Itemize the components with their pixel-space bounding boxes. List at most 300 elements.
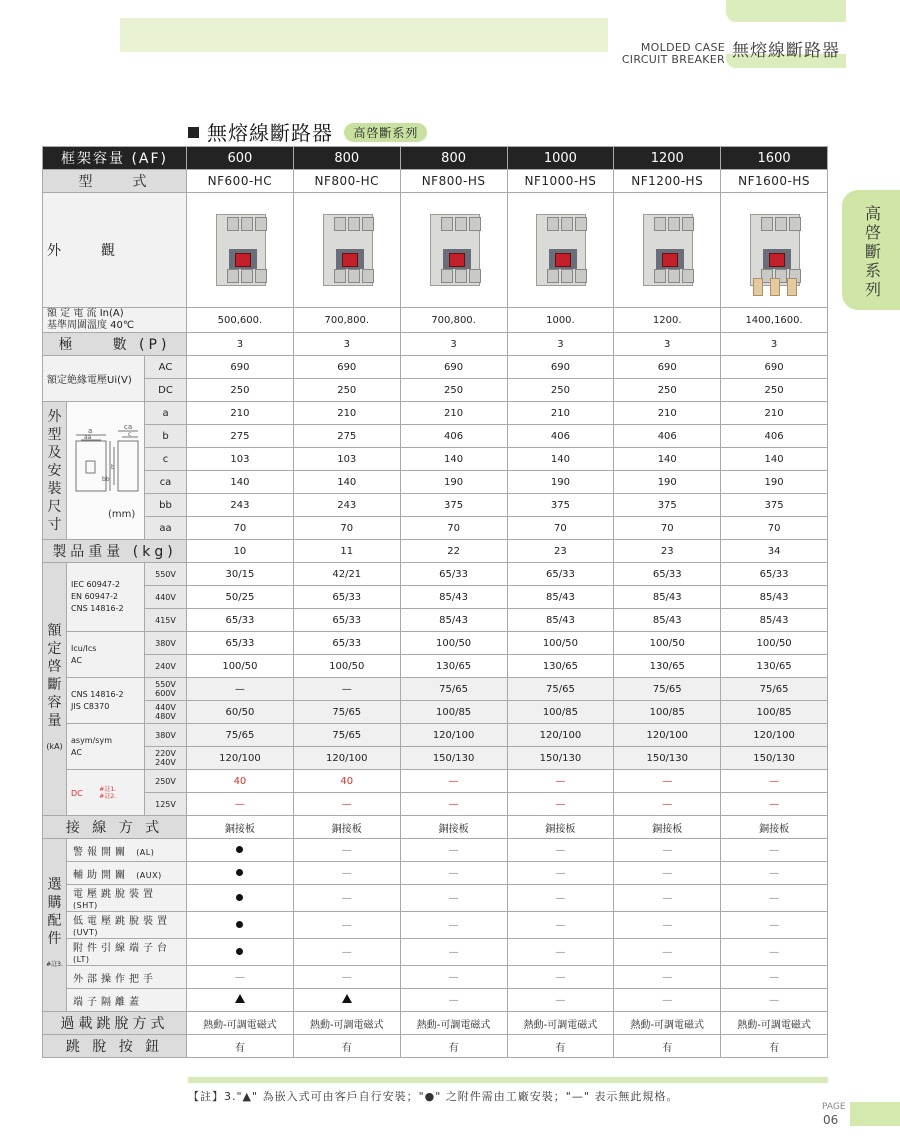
- sym-voltage-label: 550V 600V: [145, 678, 187, 701]
- dc-row: [43, 770, 828, 793]
- option-name-cell: [67, 862, 187, 885]
- sym-cell: —: [187, 678, 294, 701]
- terminal-pad: [547, 269, 559, 283]
- terminal-pad: [255, 217, 267, 231]
- dimension-cell: 70: [293, 517, 400, 540]
- sym-standards-label: [67, 678, 145, 724]
- icu-cell: 85/43: [614, 609, 721, 632]
- not-available-dash-icon: —: [555, 844, 566, 856]
- option-cell: [614, 885, 721, 912]
- icu-cell: 85/43: [507, 586, 614, 609]
- option-row: [43, 989, 828, 1012]
- not-available-dash-icon: —: [448, 844, 459, 856]
- breaking-capacity-label-text: 額定啓斷容量: [47, 623, 62, 729]
- not-available-dash-icon: —: [448, 946, 459, 958]
- dimension-cell: 210: [507, 402, 614, 425]
- not-available-dash-icon: —: [769, 946, 780, 958]
- dc-cell: —: [614, 793, 721, 816]
- option-cell: [400, 839, 507, 862]
- dimension-cell: 70: [614, 517, 721, 540]
- not-available-dash-icon: —: [662, 844, 673, 856]
- terminal-pad: [255, 269, 267, 283]
- option-code: (AUX): [136, 870, 162, 880]
- header-en-line2: CIRCUIT BREAKER: [621, 53, 725, 66]
- not-available-dash-icon: —: [769, 919, 780, 931]
- sym-cell: 75/65: [507, 678, 614, 701]
- option-row: [43, 885, 828, 912]
- option-cell: [721, 966, 828, 989]
- option-cell: [507, 862, 614, 885]
- connection-cell: 銅接板: [614, 816, 721, 839]
- frame-row: [43, 147, 828, 170]
- dimension-row: [43, 494, 828, 517]
- side-tab-text: 高啓斷系列: [864, 204, 881, 299]
- breaker-handle: [662, 253, 678, 267]
- dimension-cell: 70: [721, 517, 828, 540]
- dimension-cell: 406: [614, 425, 721, 448]
- factory-install-dot-icon: [236, 894, 243, 901]
- sym-row: [43, 678, 828, 701]
- dc-voltage-label: 125V: [145, 793, 187, 816]
- sym-voltage-label: 380V: [145, 724, 187, 747]
- header-english-title: [612, 42, 725, 66]
- not-available-dash-icon: —: [448, 919, 459, 931]
- breaker-housing: [323, 214, 373, 286]
- rated-current-cell: 1000.: [507, 308, 614, 333]
- dim-text-ca: ca: [123, 422, 132, 431]
- insulation-cell: 690: [400, 356, 507, 379]
- option-name: 電壓跳脫裝置: [73, 889, 157, 900]
- option-cell: [614, 912, 721, 939]
- sym-cell: 75/65: [293, 724, 400, 747]
- trip-button-cell: 有: [507, 1035, 614, 1058]
- options-label: [43, 839, 67, 1012]
- breaker-housing: [536, 214, 586, 286]
- dc-cell: —: [293, 793, 400, 816]
- breaker-photo: [531, 202, 589, 296]
- icu-cell: 100/50: [721, 632, 828, 655]
- icu-cell: 42/21: [293, 563, 400, 586]
- option-code: (UVT): [73, 928, 98, 937]
- breaker-photo: [425, 202, 483, 296]
- model-row: [43, 170, 828, 193]
- not-available-dash-icon: —: [341, 971, 352, 983]
- connector-tab: [770, 278, 780, 296]
- connection-label: 接 線 方 式: [43, 816, 187, 839]
- terminal-pad: [362, 217, 374, 231]
- insulation-row: [43, 379, 828, 402]
- poles-cell: 3: [293, 333, 400, 356]
- appearance-label: 外 觀: [43, 193, 187, 308]
- dimension-sub-label: bb: [145, 494, 187, 517]
- option-cell: [507, 885, 614, 912]
- icu-cell: 85/43: [400, 586, 507, 609]
- terminal-pad: [241, 269, 253, 283]
- footnote: 【註】3."▲" 為嵌入式可由客戶自行安裝；"●" 之附件需由工廠安裝；"—" 表示無此規格。: [188, 1090, 679, 1103]
- option-cell: [507, 912, 614, 939]
- dimension-cell: 103: [187, 448, 294, 471]
- icu-cell: 85/43: [400, 609, 507, 632]
- icu-cell: 65/33: [293, 586, 400, 609]
- breaker-handle: [342, 253, 358, 267]
- frame-cell: 1000: [507, 147, 614, 170]
- dimension-cell: 210: [614, 402, 721, 425]
- terminal-pad: [334, 217, 346, 231]
- option-cell: [293, 966, 400, 989]
- dim-text-aa: aa: [83, 433, 91, 441]
- icu-type-label: [67, 632, 145, 678]
- dimension-cell: 70: [400, 517, 507, 540]
- option-name: 輔助開關: [73, 869, 129, 881]
- terminal-pad: [334, 269, 346, 283]
- poles-row: [43, 333, 828, 356]
- rated-current-row: [43, 308, 828, 333]
- insulation-cell: 690: [187, 356, 294, 379]
- icu-cell: 85/43: [614, 586, 721, 609]
- option-name-cell: [67, 966, 187, 989]
- not-available-dash-icon: —: [448, 867, 459, 879]
- dc-label: DC: [71, 788, 83, 798]
- options-label-text: 選購配件: [47, 877, 62, 947]
- icu-cell: 100/50: [614, 632, 721, 655]
- terminal-pad: [227, 217, 239, 231]
- appearance-cell: [721, 193, 828, 308]
- sym-cell: 75/65: [614, 678, 721, 701]
- dc-cell: —: [507, 770, 614, 793]
- model-cell: NF1000-HS: [507, 170, 614, 193]
- dimension-cell: 375: [400, 494, 507, 517]
- trip-button-row: [43, 1035, 828, 1058]
- square-bullet-icon: [188, 127, 199, 138]
- sym-cell: 100/85: [721, 701, 828, 724]
- icu-std-line: CNS 14816-2: [71, 604, 124, 613]
- breaker-housing: [750, 214, 800, 286]
- option-cell: [614, 839, 721, 862]
- connection-cell: 銅接板: [293, 816, 400, 839]
- sym-cell: 120/100: [400, 724, 507, 747]
- option-name-cell: [67, 939, 187, 966]
- dim-text-a: a: [87, 426, 92, 435]
- model-cell: NF1200-HS: [614, 170, 721, 193]
- frame-cell: 800: [293, 147, 400, 170]
- dimension-label-text: 外型及安裝尺寸: [47, 408, 62, 533]
- option-cell: [721, 839, 828, 862]
- sym-std-line: CNS 14816-2: [71, 689, 124, 699]
- frame-cell: 800: [400, 147, 507, 170]
- weight-cell: 34: [721, 540, 828, 563]
- insulation-label: 額定絶緣電壓Ui(V): [43, 356, 145, 402]
- terminal-pad: [761, 217, 773, 231]
- breaker-housing: [643, 214, 693, 286]
- not-available-dash-icon: —: [555, 867, 566, 879]
- model-cell: NF800-HC: [293, 170, 400, 193]
- option-cell: [507, 939, 614, 966]
- sym-cell: 120/100: [614, 724, 721, 747]
- trip-button-cell: 有: [614, 1035, 721, 1058]
- sym-type-line: asym/sym: [71, 735, 112, 745]
- terminal-pad: [682, 269, 694, 283]
- dimension-sub-label: a: [145, 402, 187, 425]
- dimension-sub-label: b: [145, 425, 187, 448]
- weight-cell: 10: [187, 540, 294, 563]
- not-available-dash-icon: —: [662, 946, 673, 958]
- icu-cell: 30/15: [187, 563, 294, 586]
- trip-button-cell: 有: [400, 1035, 507, 1058]
- option-cell: [187, 912, 294, 939]
- breaker-photo: [318, 202, 376, 296]
- dc-cell: —: [400, 770, 507, 793]
- dimension-row: [43, 471, 828, 494]
- trip-method-label: 過載跳脫方式: [43, 1012, 187, 1035]
- trip-button-label: 跳 脫 按 鈕: [43, 1035, 187, 1058]
- insulation-cell: 250: [400, 379, 507, 402]
- rated-current-label-line: 額 定 電 流 In(A): [47, 308, 124, 319]
- not-available-dash-icon: —: [769, 994, 780, 1006]
- insulation-cell: 250: [507, 379, 614, 402]
- trip-method-cell: 熱動-可調電磁式: [187, 1012, 294, 1035]
- dc-cell: —: [187, 793, 294, 816]
- connection-cell: 銅接板: [400, 816, 507, 839]
- option-name-cell: [67, 989, 187, 1012]
- frame-cell: 600: [187, 147, 294, 170]
- weight-cell: 22: [400, 540, 507, 563]
- dc-note: #註2.: [99, 792, 117, 800]
- dimension-unit: (mm): [107, 508, 135, 520]
- not-available-dash-icon: —: [555, 994, 566, 1006]
- sym-row: [43, 701, 828, 724]
- model-cell: NF800-HS: [400, 170, 507, 193]
- terminal-pad: [227, 269, 239, 283]
- dimension-cell: 140: [400, 448, 507, 471]
- connector-tab: [787, 278, 797, 296]
- connection-cell: 銅接板: [507, 816, 614, 839]
- icu-cell: 85/43: [507, 609, 614, 632]
- sym-type-line: AC: [71, 747, 82, 757]
- section-title: [188, 117, 427, 146]
- appearance-cell: [293, 193, 400, 308]
- terminal-pad: [441, 269, 453, 283]
- front-outline: [76, 441, 106, 491]
- sym-cell: 100/85: [400, 701, 507, 724]
- icu-cell: 100/50: [400, 632, 507, 655]
- header-en-line1: MOLDED CASE: [640, 41, 725, 54]
- dimension-sub-label: aa: [145, 517, 187, 540]
- terminal-pad: [561, 269, 573, 283]
- not-available-dash-icon: —: [448, 892, 459, 904]
- not-available-dash-icon: —: [662, 994, 673, 1006]
- icu-cell: 85/43: [721, 586, 828, 609]
- weight-label: 製品重量 (kg): [43, 540, 187, 563]
- sym-cell: 75/65: [400, 678, 507, 701]
- frame-cell: 1600: [721, 147, 828, 170]
- option-name-cell: [67, 839, 187, 862]
- dimension-cell: 103: [293, 448, 400, 471]
- dimension-cell: 243: [293, 494, 400, 517]
- dimension-cell: 210: [187, 402, 294, 425]
- dc-cell: 40: [293, 770, 400, 793]
- trip-method-cell: 熱動-可調電磁式: [507, 1012, 614, 1035]
- dimension-cell: 190: [507, 471, 614, 494]
- dimension-cell: 210: [293, 402, 400, 425]
- side-outline: [118, 441, 138, 491]
- dimension-cell: 190: [721, 471, 828, 494]
- terminal-pad: [469, 217, 481, 231]
- trip-button-cell: 有: [187, 1035, 294, 1058]
- footnote-band: [188, 1077, 828, 1083]
- not-available-dash-icon: —: [341, 867, 352, 879]
- insulation-sub-label: AC: [145, 356, 187, 379]
- option-cell: [721, 939, 828, 966]
- option-cell: [721, 885, 828, 912]
- option-name: 低電壓跳脫裝置: [73, 916, 171, 927]
- handle-outline: [86, 461, 95, 473]
- dimension-cell: 190: [614, 471, 721, 494]
- icu-voltage-label: 240V: [145, 655, 187, 678]
- option-cell: [187, 885, 294, 912]
- dimension-sub-label: c: [145, 448, 187, 471]
- option-cell: [507, 839, 614, 862]
- option-row: [43, 966, 828, 989]
- sym-cell: 100/85: [614, 701, 721, 724]
- dimension-row: [43, 448, 828, 471]
- embedded-triangle-icon: [235, 994, 245, 1003]
- connection-row: [43, 816, 828, 839]
- weight-row: [43, 540, 828, 563]
- breaker-handle: [449, 253, 465, 267]
- not-available-dash-icon: —: [341, 946, 352, 958]
- terminal-pad: [682, 217, 694, 231]
- dimension-cell: 275: [293, 425, 400, 448]
- dimension-row: [43, 425, 828, 448]
- icu-cell: 65/33: [400, 563, 507, 586]
- weight-cell: 23: [507, 540, 614, 563]
- rated-current-cell: 500,600.: [187, 308, 294, 333]
- icu-std-line: EN 60947-2: [71, 592, 119, 601]
- dimension-cell: 140: [614, 448, 721, 471]
- dimension-cell: 406: [721, 425, 828, 448]
- dimension-drawing-cell: [67, 402, 145, 540]
- sym-row: [43, 724, 828, 747]
- not-available-dash-icon: —: [769, 971, 780, 983]
- embedded-triangle-icon: [342, 994, 352, 1003]
- option-cell: [614, 989, 721, 1012]
- sym-cell: 120/100: [187, 747, 294, 770]
- icu-cell: 65/33: [507, 563, 614, 586]
- not-available-dash-icon: —: [341, 844, 352, 856]
- option-cell: [400, 862, 507, 885]
- terminal-pad: [362, 269, 374, 283]
- page-bar: [850, 1102, 900, 1126]
- sym-cell: 75/65: [293, 701, 400, 724]
- sym-cell: 150/130: [507, 747, 614, 770]
- appearance-cell: [187, 193, 294, 308]
- rated-current-cell: 700,800.: [400, 308, 507, 333]
- breaker-handle: [555, 253, 571, 267]
- option-cell: [614, 862, 721, 885]
- terminal-pad: [348, 269, 360, 283]
- option-cell: [400, 939, 507, 966]
- not-available-dash-icon: —: [769, 892, 780, 904]
- option-cell: [400, 989, 507, 1012]
- option-cell: [400, 885, 507, 912]
- option-cell: [187, 839, 294, 862]
- dim-text-bb: bb: [101, 475, 110, 483]
- icu-cell: 50/25: [187, 586, 294, 609]
- terminal-pad: [455, 217, 467, 231]
- not-available-dash-icon: —: [448, 994, 459, 1006]
- dc-cell: —: [507, 793, 614, 816]
- not-available-dash-icon: —: [769, 867, 780, 879]
- icu-cell: 65/33: [293, 632, 400, 655]
- sym-cell: 75/65: [721, 678, 828, 701]
- breaker-photo: [638, 202, 696, 296]
- option-name-cell: [67, 912, 187, 939]
- option-cell: [721, 862, 828, 885]
- option-name: 端子隔離蓋: [73, 996, 143, 1008]
- sym-std-line: JIS C8370: [71, 701, 110, 711]
- dimension-sub-label: ca: [145, 471, 187, 494]
- terminal-pad: [441, 217, 453, 231]
- option-name-cell: [67, 885, 187, 912]
- dc-voltage-label: 250V: [145, 770, 187, 793]
- terminal-pad: [575, 217, 587, 231]
- insulation-cell: 690: [293, 356, 400, 379]
- weight-cell: 23: [614, 540, 721, 563]
- icu-cell: 130/65: [400, 655, 507, 678]
- not-available-dash-icon: —: [662, 919, 673, 931]
- icu-cell: 130/65: [721, 655, 828, 678]
- poles-cell: 3: [721, 333, 828, 356]
- model-label: 型 式: [43, 170, 187, 193]
- option-cell: [187, 989, 294, 1012]
- not-available-dash-icon: —: [234, 971, 245, 983]
- dc-cell: —: [721, 793, 828, 816]
- dimension-cell: 70: [507, 517, 614, 540]
- dimension-cell: 140: [187, 471, 294, 494]
- trip-button-cell: 有: [721, 1035, 828, 1058]
- trip-method-cell: 熱動-可調電磁式: [614, 1012, 721, 1035]
- icu-cell: 85/43: [721, 609, 828, 632]
- option-name: 附件引線端子台: [73, 943, 171, 954]
- rated-current-cell: 1200.: [614, 308, 721, 333]
- option-cell: [187, 966, 294, 989]
- connection-cell: 銅接板: [187, 816, 294, 839]
- icu-row: [43, 655, 828, 678]
- insulation-cell: 690: [614, 356, 721, 379]
- icu-std-line: IEC 60947-2: [71, 580, 120, 589]
- poles-cell: 3: [400, 333, 507, 356]
- insulation-cell: 250: [187, 379, 294, 402]
- dim-text-c: c: [127, 430, 131, 438]
- icu-cell: 100/50: [507, 632, 614, 655]
- dimension-cell: 140: [721, 448, 828, 471]
- factory-install-dot-icon: [236, 869, 243, 876]
- sym-cell: —: [293, 678, 400, 701]
- option-cell: [293, 862, 400, 885]
- dimension-label: [43, 402, 67, 540]
- terminal-pad: [547, 217, 559, 231]
- dc-cell: —: [721, 770, 828, 793]
- option-cell: [614, 966, 721, 989]
- terminal-pad: [469, 269, 481, 283]
- breaking-unit: (kA): [46, 742, 63, 751]
- sym-cell: 150/130: [721, 747, 828, 770]
- terminal-pad: [668, 269, 680, 283]
- option-cell: [614, 939, 721, 966]
- rated-current-cell: 1400,1600.: [721, 308, 828, 333]
- dimension-cell: 375: [721, 494, 828, 517]
- not-available-dash-icon: —: [448, 971, 459, 983]
